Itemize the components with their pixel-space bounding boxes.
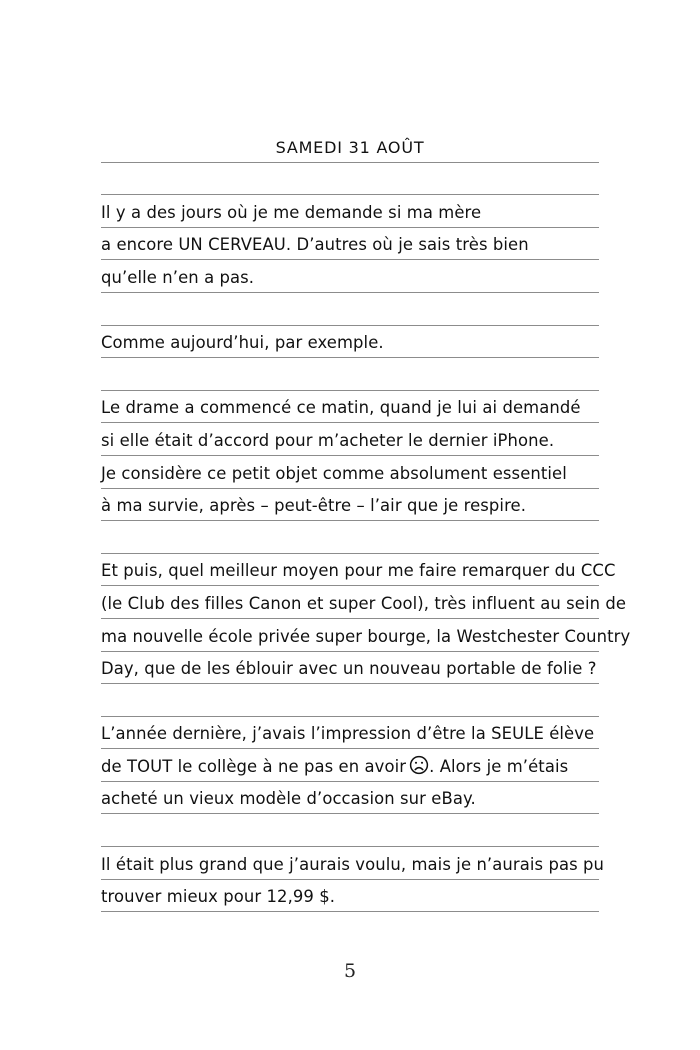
paragraph-3-line-3: Je considère ce petit objet comme absolument essentiel <box>101 463 567 483</box>
text-line <box>101 847 605 880</box>
paragraph-4-line-1: Et puis, quel meilleur moyen pour me faire remarquer du CCC <box>101 561 616 581</box>
date-heading-row <box>101 130 599 163</box>
text-line <box>101 260 599 293</box>
text-line <box>101 228 599 261</box>
blank-line <box>101 293 599 326</box>
text-line <box>101 586 627 619</box>
paragraph-3-line-2: si elle était d’accord pour m’acheter le dernier iPhone. <box>101 430 555 450</box>
text-line <box>101 880 599 913</box>
blank-line <box>101 684 599 717</box>
text-line <box>101 423 599 456</box>
text-line <box>101 489 599 522</box>
paragraph-5-line-2-wrap <box>101 755 568 776</box>
text-line <box>101 782 599 815</box>
text-line <box>101 554 616 587</box>
paragraph-5-line-3: acheté un vieux modèle d’occasion sur eBay. <box>101 789 476 809</box>
date-heading: SAMEDI 31 AOÛT <box>275 137 425 157</box>
paragraph-6-line-1: Il était plus grand que j’aurais voulu, mais je n’aurais pas pu <box>101 854 605 874</box>
text-line <box>101 749 599 782</box>
ruled-lines <box>101 130 631 912</box>
paragraph-5-line-2: de TOUT le collège à ne pas en avoir <box>101 756 407 776</box>
blank-line <box>101 163 599 196</box>
text-line <box>101 619 631 652</box>
text-line <box>101 326 599 359</box>
text-line <box>101 717 599 750</box>
paragraph-1-line-2: a encore UN CERVEAU. D’autres où je sais très bien <box>101 235 529 255</box>
text-line <box>101 456 599 489</box>
paragraph-5-line-1: L’année dernière, j’avais l’impression d’être la SEULE élève <box>101 724 595 744</box>
paragraph-4-line-2: (le Club des filles Canon et super Cool), très influent au sein de <box>101 593 627 613</box>
paragraph-1-line-3: qu’elle n’en a pas. <box>101 267 255 287</box>
paragraph-6-line-2: trouver mieux pour 12,99 $. <box>101 887 336 907</box>
paragraph-4-line-4: Day, que de les éblouir avec un nouveau portable de folie ? <box>101 659 597 679</box>
blank-line <box>101 814 599 847</box>
paragraph-1-line-1: Il y a des jours où je me demande si ma mère <box>101 202 482 222</box>
blank-line <box>101 358 599 391</box>
page-number: 5 <box>343 960 357 982</box>
text-line <box>101 195 599 228</box>
blank-line <box>101 521 599 554</box>
text-line <box>101 391 599 424</box>
sad-face-icon <box>409 755 429 775</box>
paragraph-3-line-1: Le drame a commencé ce matin, quand je lui ai demandé <box>101 398 581 418</box>
paragraph-2-line-1: Comme aujourd’hui, par exemple. <box>101 333 384 353</box>
paragraph-4-line-3: ma nouvelle école privée super bourge, la Westchester Country <box>101 626 631 646</box>
paragraph-3-line-4: à ma survie, après – peut-être – l’air que je respire. <box>101 496 527 516</box>
text-line <box>101 652 599 685</box>
paragraph-5-line-2-end: . Alors je m’étais <box>429 756 569 776</box>
